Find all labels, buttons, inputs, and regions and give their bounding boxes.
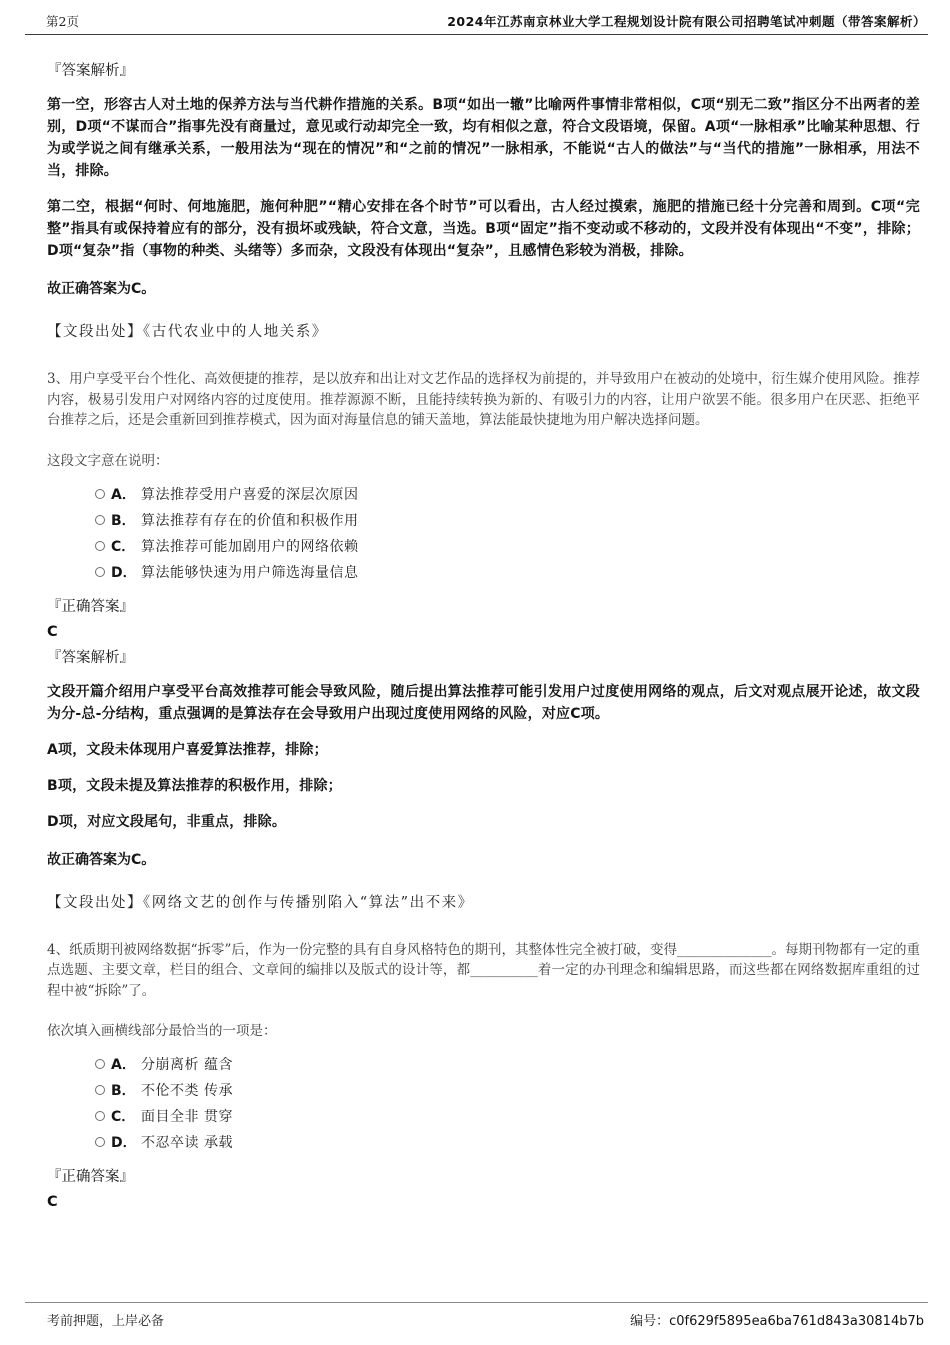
q4-option-c-radio[interactable] (95, 1111, 105, 1121)
q3-analysis-option-a: A项，文段未体现用户喜爱算法推荐，排除； (47, 741, 328, 758)
q2-analysis-paragraph-2: 第二空，根据“何时、何地施肥，施何种肥”“精心安排在各个时节”可以看出，古人经过摸索，施肥的措施已经十分完善和周到。C项“完整”指具有或保持着应有的部分，没有损坏或残缺，符合文意，当选。B项“固定”指不变动或不移动的，文段并没有体现出“不变”，排除；D项“复杂”指（事物的种类、头绪等）多而杂，文段没有体现出“复杂”，且感情色彩较为消极，排除。 (47, 199, 920, 259)
q3-analysis-label: 『答案解析』 (47, 649, 134, 666)
q4-option-d-radio[interactable] (95, 1137, 105, 1147)
q4-option-b-letter: B． (111, 1083, 136, 1099)
q3-analysis-option-d: D项，对应文段尾句，非重点，排除。 (47, 813, 287, 830)
q3-option-a (95, 481, 920, 507)
q3-option-a-text: 算法推荐受用户喜爱的深层次原因 (141, 486, 359, 503)
document-body (0, 35, 950, 1210)
footer-slogan: 考前押题，上岸必备 (47, 1314, 165, 1329)
q3-correct-answer-label: 『正确答案』 (47, 598, 134, 615)
q3-option-d-radio[interactable] (95, 567, 105, 577)
q2-analysis-paragraph-1: 第一空，形容古人对土地的保养方法与当代耕作措施的关系。B项“如出一辙”比喻两件事情非常相似，C项“别无二致”指区分不出两者的差别，D项“不谋而合”指事先没有商量过，意见或行动却完全一致，均有相似之意，符合文段语境，保留。A项“一脉相承”比喻某种思想、行为或学说之间有继承关系，一般用法为“现在的情况”和“之前的情况”一脉相承，不能说“古人的做法”与“当代的措施”一脉相承，用法不当，排除。 (47, 97, 920, 179)
q3-option-b (95, 507, 920, 533)
q3-option-a-radio[interactable] (95, 489, 105, 499)
q3-option-d (95, 559, 920, 585)
q4-option-d-text: 不忍卒读 承载 (141, 1135, 233, 1151)
q4-option-d (95, 1129, 920, 1155)
q3-source-reference: 【文段出处】《网络文艺的创作与传播别陷入“算法”出不来》 (47, 894, 474, 911)
q3-option-d-text: 算法能够快速为用户筛选海量信息 (141, 564, 359, 581)
page-number: 第2页 (46, 14, 79, 29)
q4-option-a-radio[interactable] (95, 1059, 105, 1069)
q3-option-c-radio[interactable] (95, 541, 105, 551)
q4-option-c-text: 面目全非 贯穿 (141, 1109, 233, 1125)
page-footer (25, 1302, 928, 1329)
q4-options-list (47, 1051, 920, 1155)
footer-serial-number: 编号：c0f629f5895ea6ba761d843a30814b7b (630, 1314, 924, 1329)
q4-correct-answer-label: 『正确答案』 (47, 1169, 134, 1185)
page-header (0, 0, 950, 34)
q3-analysis-option-b: B项，文段未提及算法推荐的积极作用，排除； (47, 777, 342, 794)
q4-option-d-letter: D． (111, 1135, 137, 1151)
q2-answer-conclusion: 故正确答案为C。 (47, 281, 156, 297)
q3-option-c-text: 算法推荐可能加剧用户的网络依赖 (141, 538, 359, 555)
q3-option-a-letter: A． (111, 486, 136, 503)
q4-option-b-radio[interactable] (95, 1085, 105, 1095)
q4-question-prompt: 依次填入画横线部分最恰当的一项是： (47, 1023, 277, 1039)
q3-options-list (47, 481, 920, 585)
q4-option-a-text: 分崩离析 蕴含 (141, 1057, 233, 1073)
q4-option-c-letter: C． (111, 1109, 136, 1125)
q3-answer-conclusion: 故正确答案为C。 (47, 851, 156, 868)
q3-option-c-letter: C． (111, 538, 136, 555)
q4-option-a-letter: A． (111, 1057, 136, 1073)
q4-correct-answer-value: C (47, 1194, 58, 1210)
q4-option-b-text: 不伦不类 传承 (141, 1083, 233, 1099)
q3-option-b-radio[interactable] (95, 515, 105, 525)
q2-analysis-label: 『答案解析』 (47, 63, 134, 79)
q3-option-b-text: 算法推荐有存在的价值和积极作用 (141, 512, 359, 529)
q4-option-c (95, 1103, 920, 1129)
q4-question-stem: 4、纸质期刊被网络数据“拆零”后，作为一份完整的具有自身风格特色的期刊，其整体性完全被打破，变得______________。每期刊物都有一定的重点选题、主要文章，栏目的组合、文章间的编排以及版式的设计等，都__________着一定的办刊理念和编辑思路，而这些都在网络数据库重组的过程中被“拆除”了。 (47, 941, 920, 999)
q2-source-reference: 【文段出处】《古代农业中的人地关系》 (47, 324, 328, 340)
q3-analysis-intro: 文段开篇介绍用户享受平台高效推荐可能会导致风险，随后提出算法推荐可能引发用户过度使用网络的观点，后文对观点展开论述，故文段为分-总-分结构，重点强调的是算法存在会导致用户出现过度使用网络的风险，对应C项。 (47, 683, 920, 722)
q3-question-stem: 3、用户享受平台个性化、高效便捷的推荐，是以放弃和出让对文艺作品的选择权为前提的，并导致用户在被动的处境中，衍生媒介使用风险。推荐内容，极易引发用户对网络内容的过度使用。推荐源源不断，且能持续转换为新的、有吸引力的内容，让用户欲罢不能。很多用户在厌恶、拒绝平台推荐之后，还是会重新回到推荐模式，因为面对海量信息的铺天盖地，算法能最快捷地为用户解决选择问题。 (47, 371, 920, 428)
q3-question-prompt: 这段文字意在说明： (47, 452, 169, 469)
q3-correct-answer-value: C (47, 623, 58, 640)
q3-option-b-letter: B． (111, 512, 136, 529)
q4-option-b (95, 1077, 920, 1103)
document-title: 2024年江苏南京林业大学工程规划设计院有限公司招聘笔试冲刺题（带答案解析） (447, 14, 926, 29)
q3-option-c (95, 533, 920, 559)
q3-option-d-letter: D． (111, 564, 137, 581)
q4-option-a (95, 1051, 920, 1077)
